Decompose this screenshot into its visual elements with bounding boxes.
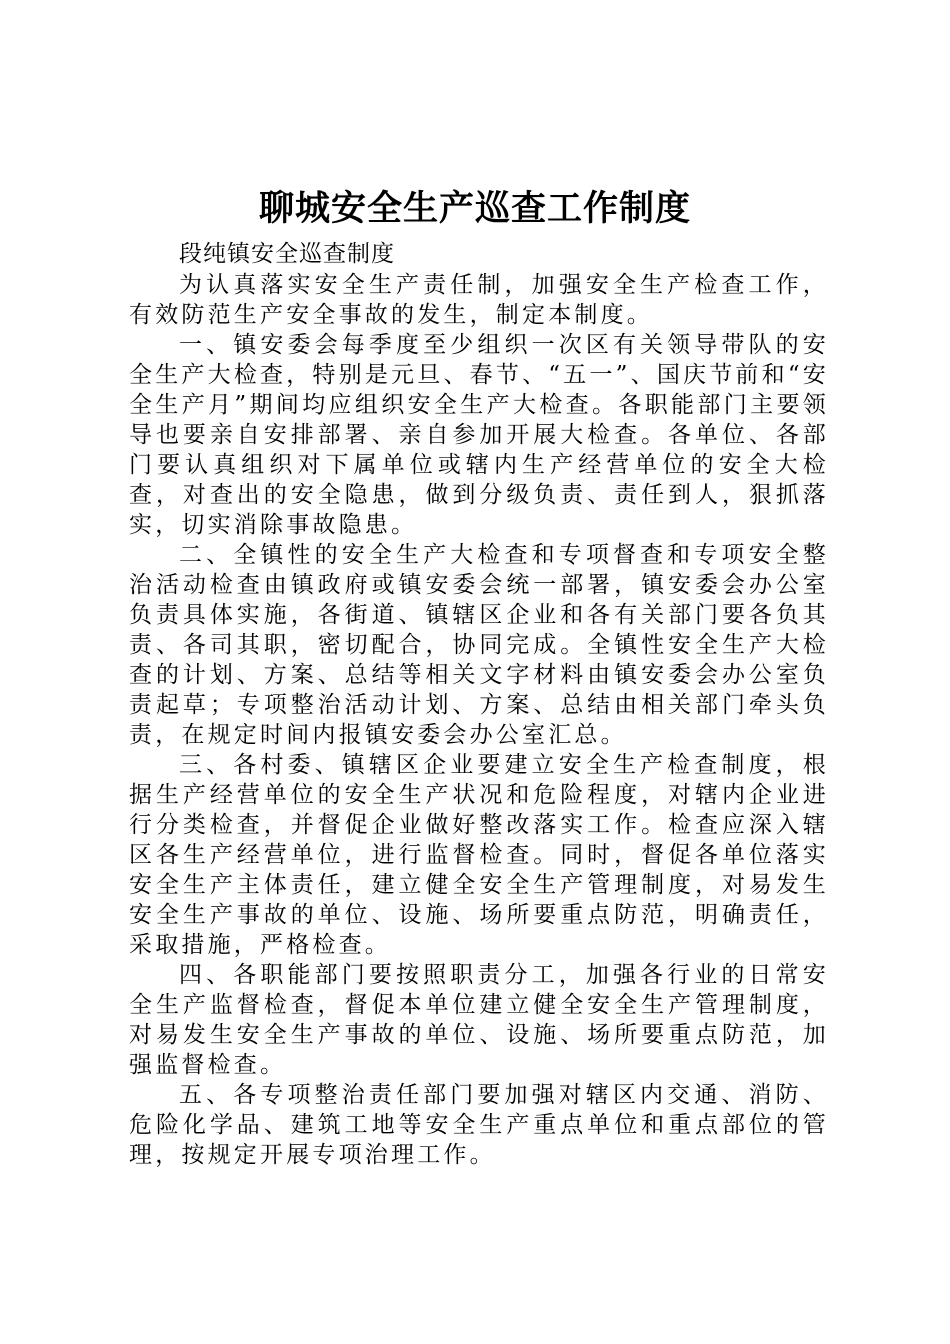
document-body <box>129 238 829 1170</box>
paragraph-4: 四、各职能部门要按照职责分工，加强各行业的日常安全生产监督检查，督促本单位建立健全安全生产管理制度，对易发生安全生产事故的单位、设施、场所要重点防范，加强监督检查。 <box>129 962 829 1078</box>
paragraph-intro: 为认真落实安全生产责任制，加强安全生产检查工作，有效防范生产安全事故的发生，制定本制度。 <box>129 272 829 328</box>
paragraph-3: 三、各村委、镇辖区企业要建立安全生产检查制度，根据生产经营单位的安全生产状况和危险程度，对辖内企业进行分类检查，并督促企业做好整改落实工作。检查应深入辖区各生产经营单位，进行监督检查。同时，督促各单位落实安全生产主体责任，建立健全安全生产管理制度，对易发生安全生产事故的单位、设施、场所要重点防范，明确责任，采取措施，严格检查。 <box>129 752 829 958</box>
paragraph-5: 五、各专项整治责任部门要加强对辖区内交通、消防、危险化学品、建筑工地等安全生产重点单位和重点部位的管理，按规定开展专项治理工作。 <box>129 1082 829 1168</box>
paragraph-2: 二、全镇性的安全生产大检查和专项督查和专项安全整治活动检查由镇政府或镇安委会统一部署，镇安委会办公室负责具体实施，各街道、镇辖区企业和各有关部门要各负其责、各司其职，密切配合，协同完成。全镇性安全生产大检查的计划、方案、总结等相关文字材料由镇安委会办公室负责起草；专项整治活动计划、方案、总结由相关部门牵头负责，在规定时间内报镇安委会办公室汇总。 <box>129 542 829 748</box>
paragraph-1: 一、镇安委会每季度至少组织一次区有关领导带队的安全生产大检查，特别是元旦、春节、“五一”、国庆节前和“安全生产月”期间均应组织安全生产大检查。各职能部门主要领导也要亲自安排部署、亲自参加开展大检查。各单位、各部门要认真组织对下属单位或辖内生产经营单位的安全大检查，对查出的安全隐患，做到分级负责、责任到人，狠抓落实，切实消除事故隐患。 <box>129 332 829 538</box>
document-subtitle: 段纯镇安全巡查制度 <box>179 241 395 267</box>
document-title: 聊城安全生产巡查工作制度 <box>258 188 691 229</box>
